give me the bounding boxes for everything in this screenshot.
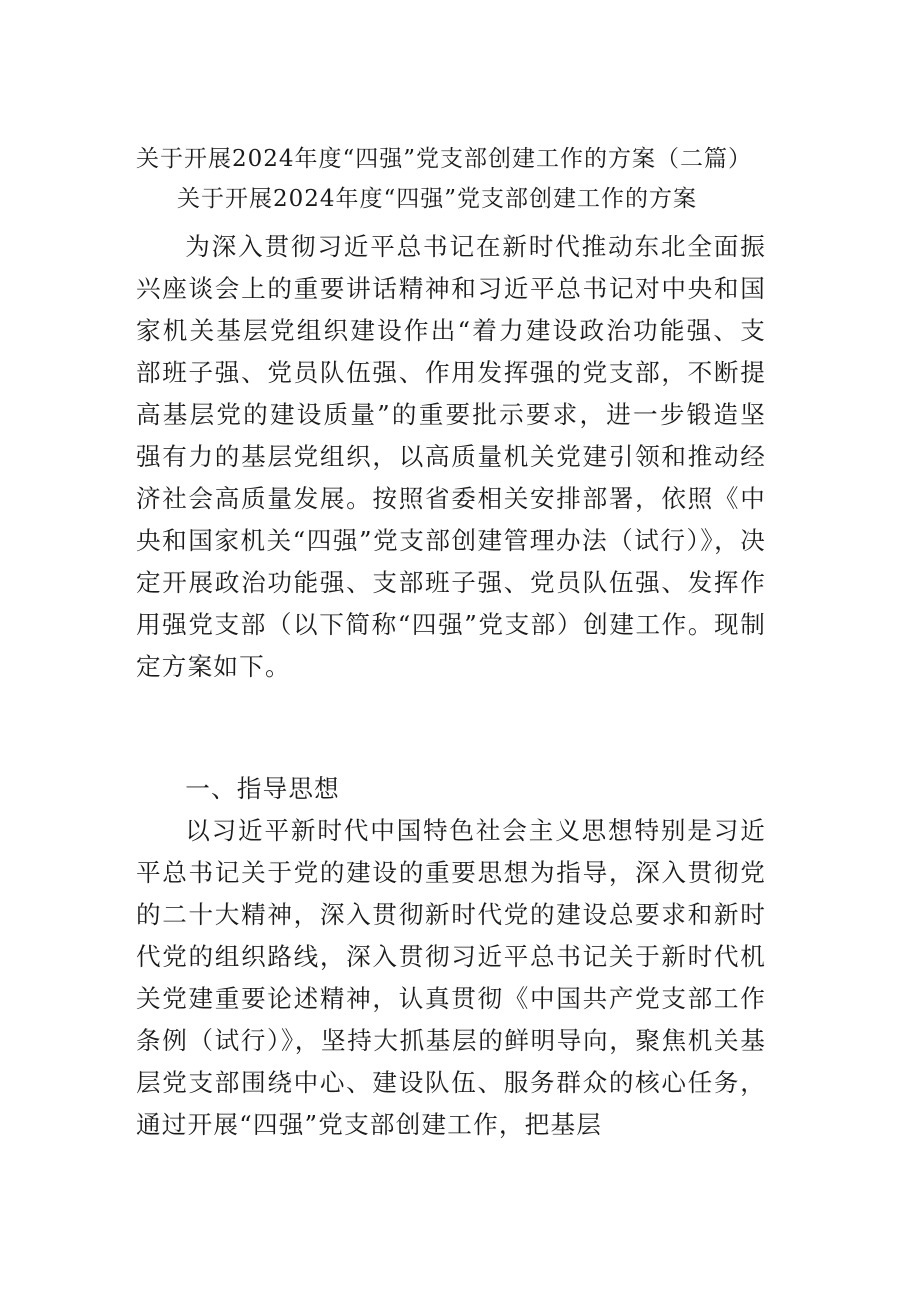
document-subtitle: 关于开展2024年度“四强”党支部创建工作的方案: [177, 186, 698, 212]
section-paragraph-guiding-ideology: 以习近平新时代中国特色社会主义思想特别是习近平总书记关于党的建设的重要思想为指导，深入贯彻党的二十大精神，深入贯彻新时代党的建设总要求和新时代党的组织路线，深入贯彻习近平总书记关于新时代机关党建重要论述精神，认真贯彻《中国共产党支部工作条例（试行）》，坚持大抓基层的鲜明导向，聚焦机关基层党支部围绕中心、建设队伍、服务群众的核心任务，通过开展“四强”党支部创建工作，把基层: [136, 816, 766, 1139]
section-heading-guiding-ideology: 一、指导思想: [185, 774, 340, 803]
document-title: 关于开展2024年度“四强”党支部创建工作的方案（二篇）: [136, 146, 753, 172]
intro-paragraph: 为深入贯彻习近平总书记在新时代推动东北全面振兴座谈会上的重要讲话精神和习近平总书记对中央和国家机关基层党组织建设作出“着力建设政治功能强、支部班子强、党员队伍强、作用发挥强的党支部，不断提高基层党的建设质量”的重要批示要求，进一步锻造坚强有力的基层党组织，以高质量机关党建引领和推动经济社会高质量发展。按照省委相关安排部署，依照《中央和国家机关“四强”党支部创建管理办法（试行）》，决定开展政治功能强、支部班子强、党员队伍强、发挥作用强党支部（以下简称“四强”党支部）创建工作。现制定方案如下。: [136, 232, 766, 681]
